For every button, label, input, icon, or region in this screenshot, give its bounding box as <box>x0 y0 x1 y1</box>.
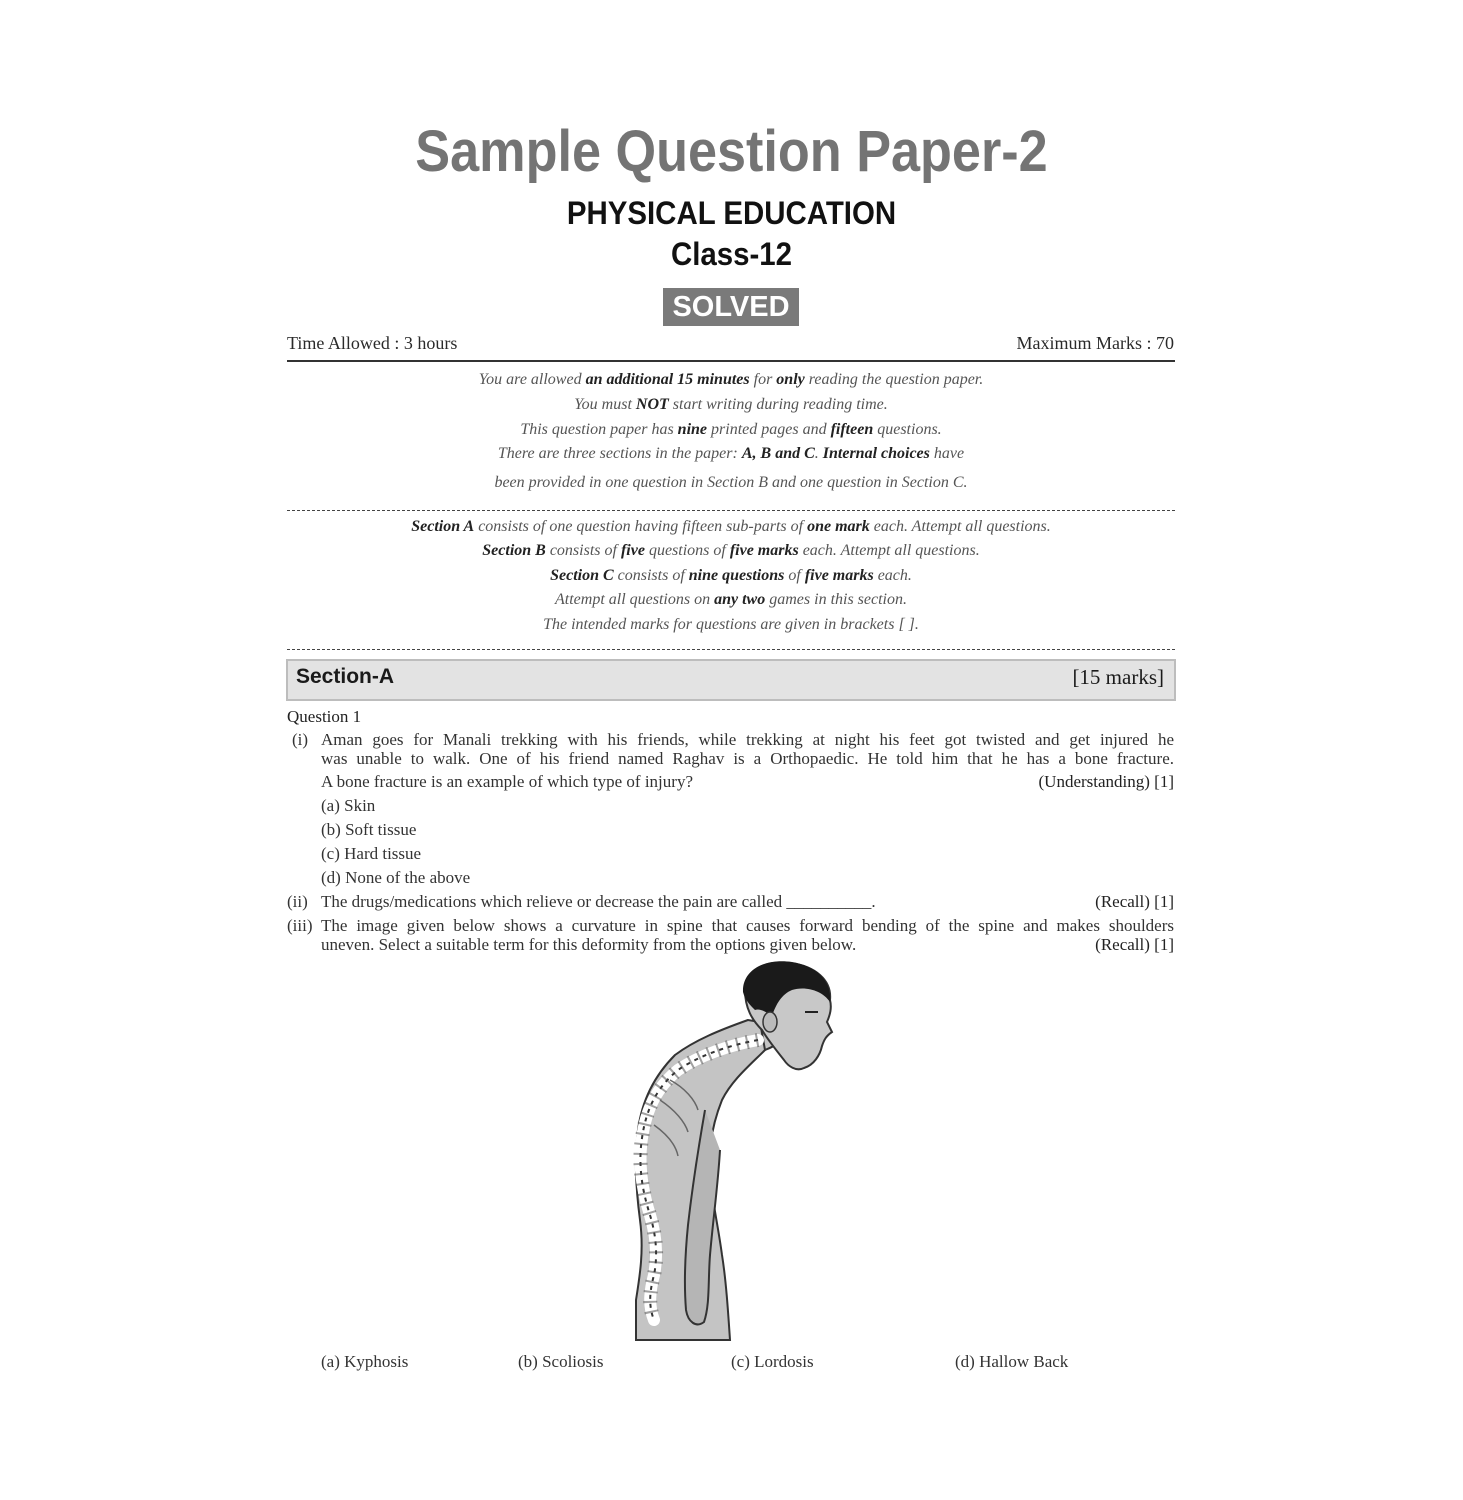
header-divider <box>287 360 1175 362</box>
question-text: The image given below shows a curvature in spine that causes forward bending of the spine and makes shoulders <box>321 916 1174 935</box>
option: (a) Skin <box>321 796 376 815</box>
subject-title: PHYSICAL EDUCATION <box>566 195 897 231</box>
option: (c) Hard tissue <box>321 844 422 863</box>
section-header-bar <box>286 659 1176 701</box>
question-text: Aman goes for Manali trekking with his friends, while trekking at night his feet got twisted and get injured he <box>321 730 1174 749</box>
time-allowed: Time Allowed : 3 hours <box>287 333 458 353</box>
paper-title: Sample Question Paper-2 <box>415 119 1048 184</box>
dashed-divider <box>287 510 1175 511</box>
question-number: (ii) <box>287 892 308 911</box>
instruction-line: You must NOT start writing during reading time. <box>574 396 888 413</box>
class-title: Class-12 <box>670 236 793 272</box>
option: (c) Lordosis <box>731 1352 814 1371</box>
option: (a) Kyphosis <box>321 1352 409 1371</box>
instruction-line: Section B consists of five questions of five marks each. Attempt all questions. <box>482 542 980 559</box>
question-text: uneven. Select a suitable term for this deformity from the options given below. <box>321 935 857 954</box>
instruction-line: You are allowed an additional 15 minutes for only reading the question paper. <box>478 371 984 388</box>
question-tag: (Recall) [1] <box>1095 892 1174 911</box>
question-text: The drugs/medications which relieve or decrease the pain are called __________. <box>321 892 876 911</box>
question-text: A bone fracture is an example of which type of injury? <box>321 772 693 791</box>
kyphosis-illustration <box>600 960 860 1345</box>
instruction-line: Section C consists of nine questions of five marks each. <box>550 567 912 584</box>
instruction-line: This question paper has nine printed pages and fifteen questions. <box>520 421 942 438</box>
maximum-marks: Maximum Marks : 70 <box>1016 333 1174 353</box>
instruction-line: been provided in one question in Section B and one question in Section C. <box>494 474 968 491</box>
question-number: (iii) <box>287 916 313 935</box>
solved-badge: SOLVED <box>663 288 799 326</box>
option: (d) None of the above <box>321 868 471 887</box>
option: (b) Soft tissue <box>321 820 417 839</box>
dashed-divider <box>287 649 1175 650</box>
instruction-line: Attempt all questions on any two games in this section. <box>555 591 907 608</box>
question-tag: (Recall) [1] <box>1095 935 1174 954</box>
question-label: Question 1 <box>287 707 362 726</box>
instruction-line: There are three sections in the paper: A, B and C. Internal choices have <box>497 445 965 462</box>
question-text: was unable to walk. One of his friend named Raghav is a Orthopaedic. He told him that he has a bone fracture. <box>321 749 1174 768</box>
question-number: (i) <box>292 730 309 749</box>
option: (b) Scoliosis <box>518 1352 604 1371</box>
instruction-line: Section A consists of one question having fifteen sub-parts of one mark each. Attempt all questions. <box>411 518 1051 535</box>
section-marks: [15 marks] <box>1072 665 1164 689</box>
section-title: Section-A <box>296 665 395 688</box>
question-tag: (Understanding) [1] <box>1038 772 1174 791</box>
instruction-line: The intended marks for questions are given in brackets [ ]. <box>543 616 919 633</box>
option: (d) Hallow Back <box>955 1352 1069 1371</box>
